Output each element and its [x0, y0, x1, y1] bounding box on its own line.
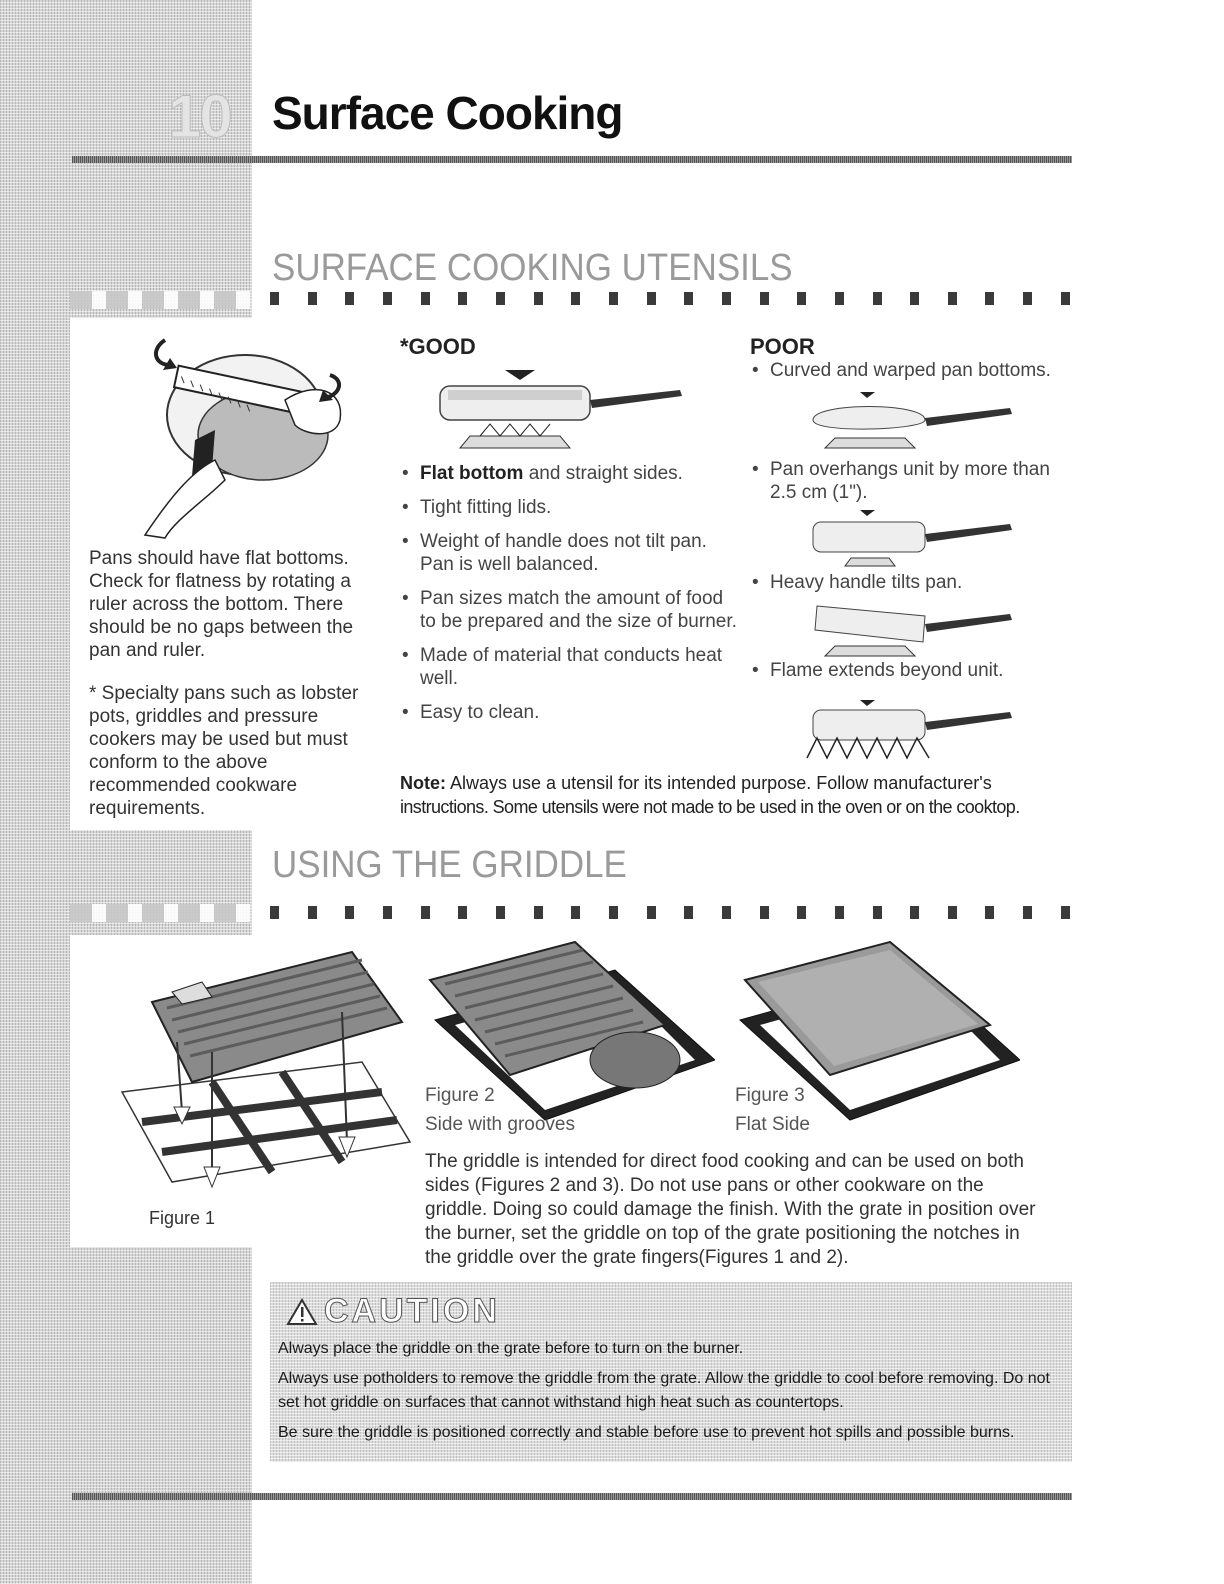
poor-pan-curved-illustration	[805, 390, 1020, 452]
griddle-line: sides (Figures 2 and 3). Do not use pans or other cookware on the	[425, 1175, 984, 1196]
figure2-subcaption: Side with grooves	[425, 1114, 575, 1135]
figure1-griddle-on-grate	[112, 942, 412, 1242]
section-sidebar-marker	[70, 904, 250, 922]
griddle-line: the griddle over the grate fingers(Figures 1 and 2).	[425, 1247, 849, 1268]
griddle-line: griddle. Doing so could damage the finish. With the grate in position over	[425, 1199, 1036, 1220]
flatness-paragraph: Pans should have flat bottoms. Check for flatness by rotating a ruler across the bottom. There should be no gaps between the pan and ruler.	[89, 548, 354, 661]
poor-item-4: • Flame extends beyond unit.	[750, 659, 1070, 682]
figure1-caption: Figure 1	[149, 1208, 216, 1228]
poor-list-2	[750, 458, 1070, 515]
poor-item-2: • Pan overhangs unit by more than 2.5 cm (1").	[750, 458, 1070, 504]
section-dot-rule	[270, 292, 1070, 306]
chapter-title: Surface Cooking	[272, 87, 623, 139]
page-number: 10	[168, 83, 231, 150]
warning-triangle-icon	[286, 1298, 318, 1326]
section-sidebar-marker	[70, 291, 250, 309]
poor-list-4	[750, 659, 1070, 693]
good-item-4: • Pan sizes match the amount of food to be prepared and the size of burner.	[400, 587, 740, 633]
good-item-1: • Flat bottom and straight sides.	[400, 462, 740, 485]
header-rule	[72, 156, 1072, 163]
good-item-5: • Made of material that conducts heat well.	[400, 644, 740, 690]
griddle-line: The griddle is intended for direct food cooking and can be used on both	[425, 1151, 1024, 1172]
section-title-griddle: USING THE GRIDDLE	[272, 844, 627, 886]
caution-title: CAUTION	[324, 1292, 500, 1330]
poor-list-1	[750, 359, 1070, 393]
caution-line-2: Always use potholders to remove the griddle from the grate. Allow the griddle to cool before removing. Do not	[278, 1370, 1050, 1387]
figure2-caption: Figure 2	[425, 1085, 495, 1106]
good-heading: *GOOD	[400, 334, 476, 359]
figure3-caption: Figure 3	[735, 1085, 805, 1106]
note-line-1: Note: Always use a utensil for its intended purpose. Follow manufacturer's	[400, 773, 992, 793]
footer-rule	[72, 1493, 1072, 1500]
good-list	[400, 462, 740, 735]
figure3-subcaption: Flat Side	[735, 1114, 810, 1135]
poor-item-3: • Heavy handle tilts pan.	[750, 571, 1070, 594]
poor-pan-tilted-illustration	[805, 598, 1020, 660]
griddle-paragraph	[425, 1150, 1035, 1270]
poor-item-1: • Curved and warped pan bottoms.	[750, 359, 1070, 382]
ruler-check-illustration	[135, 320, 360, 540]
poor-heading: POOR	[750, 334, 815, 359]
poor-pan-overhang-illustration	[805, 508, 1020, 570]
good-item-6: • Easy to clean.	[400, 701, 740, 724]
caution-line-3: set hot griddle on surfaces that cannot withstand high heat such as countertops.	[278, 1394, 844, 1411]
poor-pan-flame-illustration	[805, 698, 1020, 762]
good-item-2: • Tight fitting lids.	[400, 496, 740, 519]
caution-line-1: Always place the griddle on the grate before to turn on the burner.	[278, 1340, 744, 1357]
note-label: Note:	[400, 773, 446, 793]
griddle-line: the burner, set the griddle on top of the grate positioning the notches in	[425, 1223, 1020, 1244]
caution-line-4: Be sure the griddle is positioned correctly and stable before use to prevent hot spills and possible burns.	[278, 1424, 1015, 1441]
note-line-2: instructions. Some utensils were not made to be used in the oven or on the cooktop.	[400, 797, 1020, 817]
caution-box	[270, 1282, 1072, 1462]
good-pan-illustration	[430, 368, 690, 458]
good-item-3: • Weight of handle does not tilt pan. Pan is well balanced.	[400, 530, 740, 576]
section-dot-rule	[270, 906, 1070, 920]
specialty-pans-note: * Specialty pans such as lobster pots, griddles and pressure cookers may be used but must conform to the above recommended cookware requirements.	[89, 683, 359, 819]
section-title-utensils: SURFACE COOKING UTENSILS	[272, 247, 793, 289]
